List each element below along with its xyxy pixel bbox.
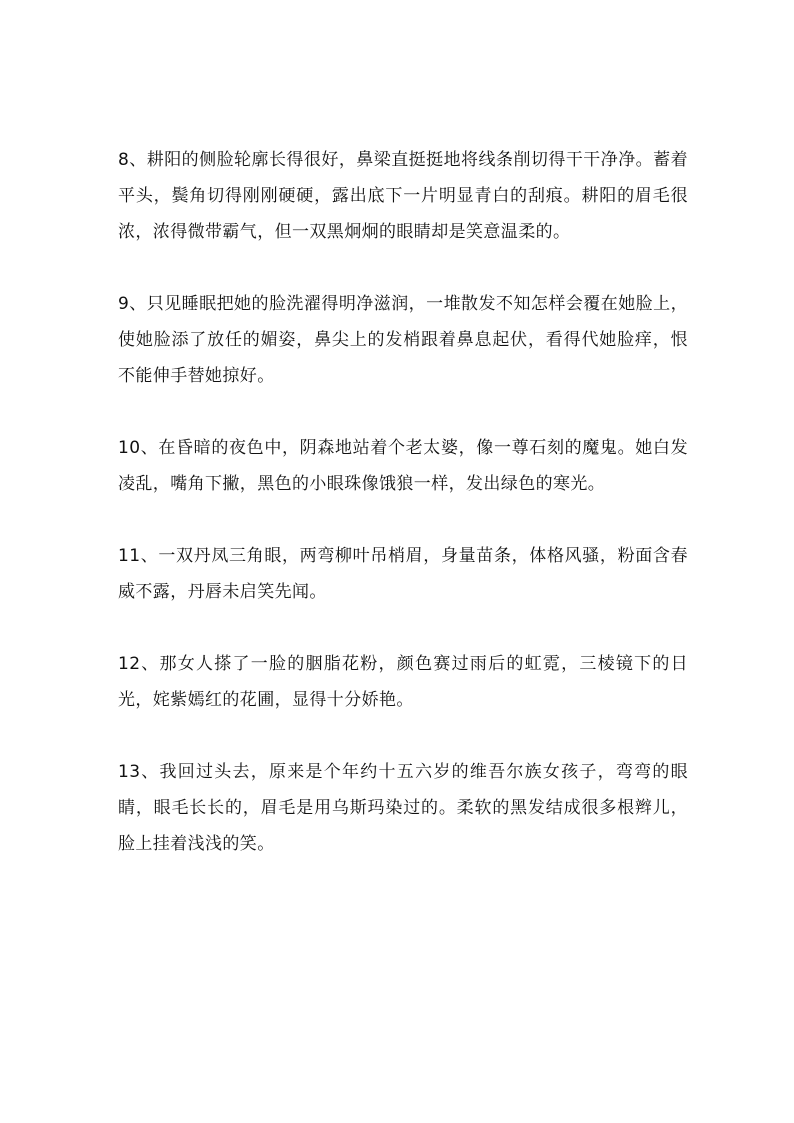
paragraph-10: 10、在昏暗的夜色中，阴森地站着个老太婆，像一尊石刻的魔鬼。她白发凌乱，嘴角下撇，黑色的小眼珠像饿狼一样，发出绿色的寒光。 — [118, 438, 688, 494]
paragraph-12: 12、那女人搽了一脸的胭脂花粉，颜色赛过雨后的虹霓，三棱镜下的日光，姹紫嫣红的花圃，显得十分娇艳。 — [118, 654, 688, 710]
paragraph-13: 13、我回过头去，原来是个年约十五六岁的维吾尔族女孩子，弯弯的眼睛，眼毛长长的，眉毛是用乌斯玛染过的。柔软的黑发结成很多根辫儿，脸上挂着浅浅的笑。 — [118, 762, 688, 854]
document-body — [118, 142, 688, 898]
paragraph-11: 11、一双丹凤三角眼，两弯柳叶吊梢眉，身量苗条，体格风骚，粉面含春威不露，丹唇未启笑先闻。 — [118, 546, 688, 602]
paragraph-9: 9、只见睡眠把她的脸洗濯得明净滋润，一堆散发不知怎样会覆在她脸上，使她脸添了放任的媚姿，鼻尖上的发梢跟着鼻息起伏，看得代她脸痒，恨不能伸手替她掠好。 — [118, 294, 688, 386]
paragraph-8: 8、耕阳的侧脸轮廓长得很好，鼻梁直挺挺地将线条削切得干干净净。蓄着平头，鬓角切得刚刚硬硬，露出底下一片明显青白的刮痕。耕阳的眉毛很浓，浓得微带霸气，但一双黑炯炯的眼睛却是笑意温柔的。 — [118, 150, 688, 242]
